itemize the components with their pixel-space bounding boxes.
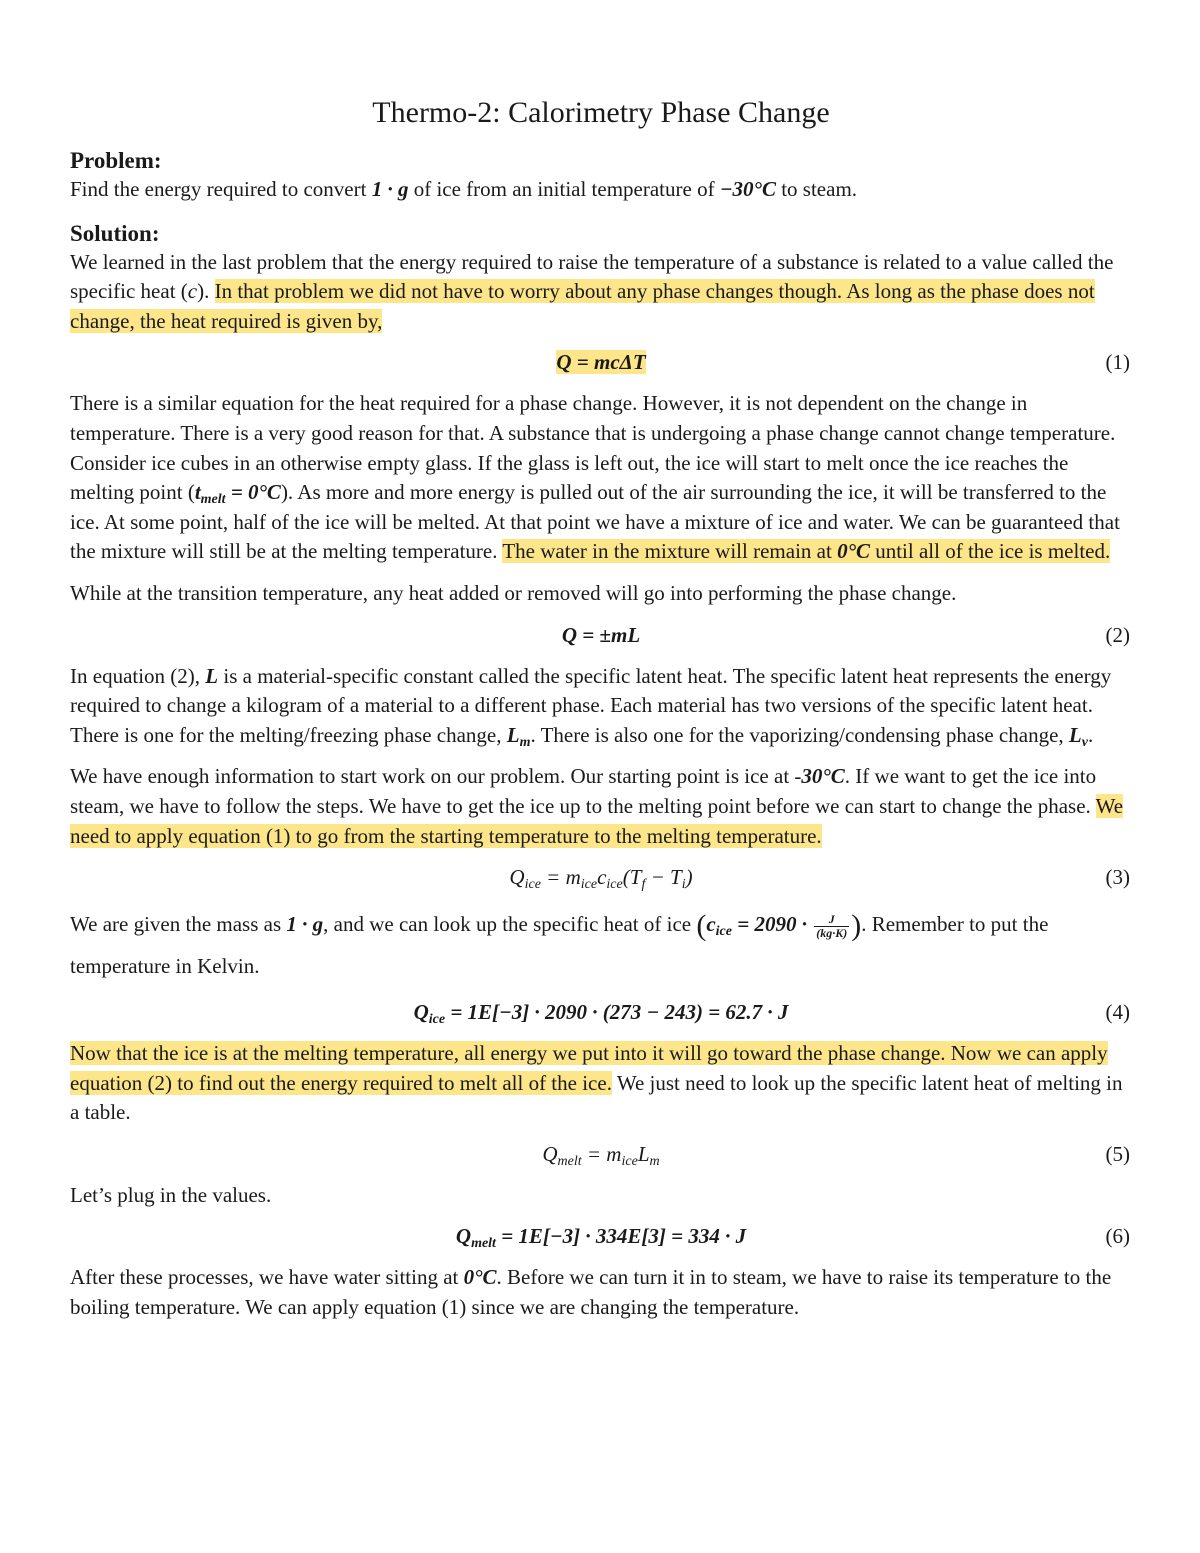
text: There is a similar equation for the heat required for a phase change. However, it is not dependent on the change in temperature. There is a very good reason for that. A substance that is undergoing a phase change cannot change temperature. Consider ice cubes in an otherwise empty glass. If the glass is left out, the ice will start to melt once the ice reaches the melting point ( — [70, 391, 1116, 505]
equation-expression — [70, 348, 1132, 378]
equation-number: (6) — [1105, 1224, 1130, 1249]
math-lhs: $Q_{ice}$ — [413, 1000, 446, 1028]
paragraph-9 — [70, 1263, 1132, 1322]
math-temp: 0°C — [463, 1265, 497, 1290]
text: We are given the mass as — [70, 912, 287, 937]
math-lhs: $Q_{melt}$ — [455, 1224, 496, 1252]
math-mass: 1 · g — [286, 912, 324, 937]
document-page — [70, 0, 1132, 1323]
equation-highlight: Q = mcΔT — [556, 350, 646, 375]
math-temp: 0°C — [837, 539, 870, 564]
math-symbol: L — [1068, 722, 1082, 747]
text: is a material-specific constant called the specific latent heat. The specific latent heat represents the energy required to change a kilogram of a material to a different phase. Each material has two versions of the specific latent heat. There is one for the melting/freezing phase change, — [70, 663, 1112, 747]
paragraph-4 — [70, 662, 1132, 751]
math-Lm — [506, 722, 531, 750]
text: After these processes, we have water sitting at — [70, 1265, 464, 1290]
math-Lv — [1068, 722, 1088, 750]
document-title: Thermo-2: Calorimetry Phase Change — [372, 96, 830, 129]
equation-expression: Q = ±mL — [561, 622, 641, 647]
paragraph-3: While at the transition temperature, any heat added or removed will go into performing the phase change. — [70, 580, 957, 605]
problem-text: to steam. — [775, 177, 858, 201]
equation-4 — [70, 998, 1132, 1028]
problem-text: Find the energy required to convert — [70, 177, 372, 201]
equation-number: (1) — [1105, 350, 1130, 375]
text: We just need to look up the specific latent heat of melting in a table. — [70, 1070, 1123, 1125]
math-rhs: = 1E[−3] · 334E[3] = 334 · J — [495, 1224, 747, 1249]
highlight — [502, 539, 1110, 563]
paragraph-1 — [70, 248, 1132, 337]
equation-number: (4) — [1105, 1000, 1130, 1025]
equation-expression: $Q_{melt} = m_{ice}L_m$ — [542, 1141, 660, 1169]
text: In equation (2), — [70, 663, 206, 688]
math-t-melt — [194, 480, 281, 508]
math-c-ice: $c_{ice}$ — [706, 912, 732, 940]
math-initial-temp: −30°C — [719, 177, 776, 201]
text: We learned in the last problem that the energy required to raise the temperature of a substance is related to a value called the specific heat ( — [70, 249, 1114, 304]
text: . If we want to get the ice into steam, we have to follow the steps. We have to get the ice up to the melting point before we can start to change the phase. — [70, 764, 1097, 818]
math-symbol: L — [506, 722, 520, 747]
math-rhs: = 1E[−3] · 2090 · (273 − 243) = 62.7 · J — [445, 1000, 789, 1025]
paragraph-7 — [70, 1039, 1132, 1128]
math-symbol: t — [194, 480, 201, 505]
text: , and we can look up the specific heat of ice — [323, 912, 697, 937]
text: We have enough information to start work on our problem. Our starting point is ice at - — [70, 764, 802, 789]
highlight: We need to apply equation (1) to go from the starting temperature to the melting temperature. — [70, 793, 1124, 848]
paragraph-8: Let’s plug in the values. — [70, 1182, 272, 1207]
math-mass: 1 · g — [371, 177, 409, 201]
equation-expression: $Q_{ice} = m_{ice}c_{ice}(T_f - T_i)$ — [509, 865, 693, 893]
problem-heading: Problem: — [70, 148, 162, 173]
equation-5 — [70, 1140, 1132, 1170]
text: . Remember to put the temperature in Kelvin. — [70, 912, 1049, 979]
fraction-numerator: J — [814, 913, 849, 927]
equation-6 — [70, 1222, 1132, 1252]
text: ). As more and more energy is pulled out of the air surrounding the ice, it will be transferred to the ice. At some point, half of the ice will be melted. At that point we have a mixture of ice and water. We can be guaranteed that the mixture will still be at the melting temperature. — [70, 480, 1120, 564]
fraction-denominator: (kg·K) — [816, 925, 848, 940]
solution-heading: Solution: — [70, 220, 160, 246]
math-L: L — [205, 663, 219, 688]
equation-3 — [70, 863, 1132, 893]
highlight: In that problem we did not have to worry about any phase changes though. As long as the phase does not change, the heat required is given by, — [70, 279, 1095, 333]
math-fraction — [814, 913, 849, 940]
equation-1 — [70, 348, 1132, 378]
equation-expression — [70, 1222, 1132, 1252]
text: until all of the ice is melted. — [869, 539, 1111, 564]
paren-open: ( — [696, 909, 707, 943]
math-subscript: v — [1081, 734, 1088, 750]
math-value: = 2090 · — [732, 912, 813, 937]
math-temp: 30°C — [801, 764, 845, 789]
highlight: Now that the ice is at the melting temperature, all energy we put into it will go toward the phase change. Now we can apply equation (2) to find out the energy required to melt all of the ice. — [70, 1041, 1108, 1095]
math-value: = 0°C — [225, 480, 281, 505]
problem-statement — [70, 175, 1132, 205]
equation-expression — [70, 998, 1132, 1028]
paragraph-6 — [70, 904, 1132, 986]
equation-number: (5) — [1105, 1141, 1130, 1166]
text: . Before we can turn it in to steam, we have to raise its temperature to the boiling temperature. We can apply equation (1) since we are changing the temperature. — [70, 1265, 1112, 1320]
math-subscript: melt — [200, 492, 226, 508]
paragraph-5 — [70, 762, 1132, 851]
text: The water in the mixture will remain at — [502, 539, 838, 564]
math-subscript: m — [519, 734, 531, 750]
text: . — [1087, 722, 1094, 747]
text: ). — [197, 279, 215, 304]
paren-close: ) — [851, 909, 862, 943]
paragraph-2 — [70, 389, 1132, 567]
equation-number: (3) — [1105, 865, 1130, 890]
text: . There is also one for the vaporizing/condensing phase change, — [530, 722, 1069, 747]
problem-text: of ice from an initial temperature of — [408, 177, 720, 201]
equation-number: (2) — [1105, 622, 1130, 647]
math-c: c — [187, 279, 198, 304]
equation-2 — [70, 621, 1132, 651]
